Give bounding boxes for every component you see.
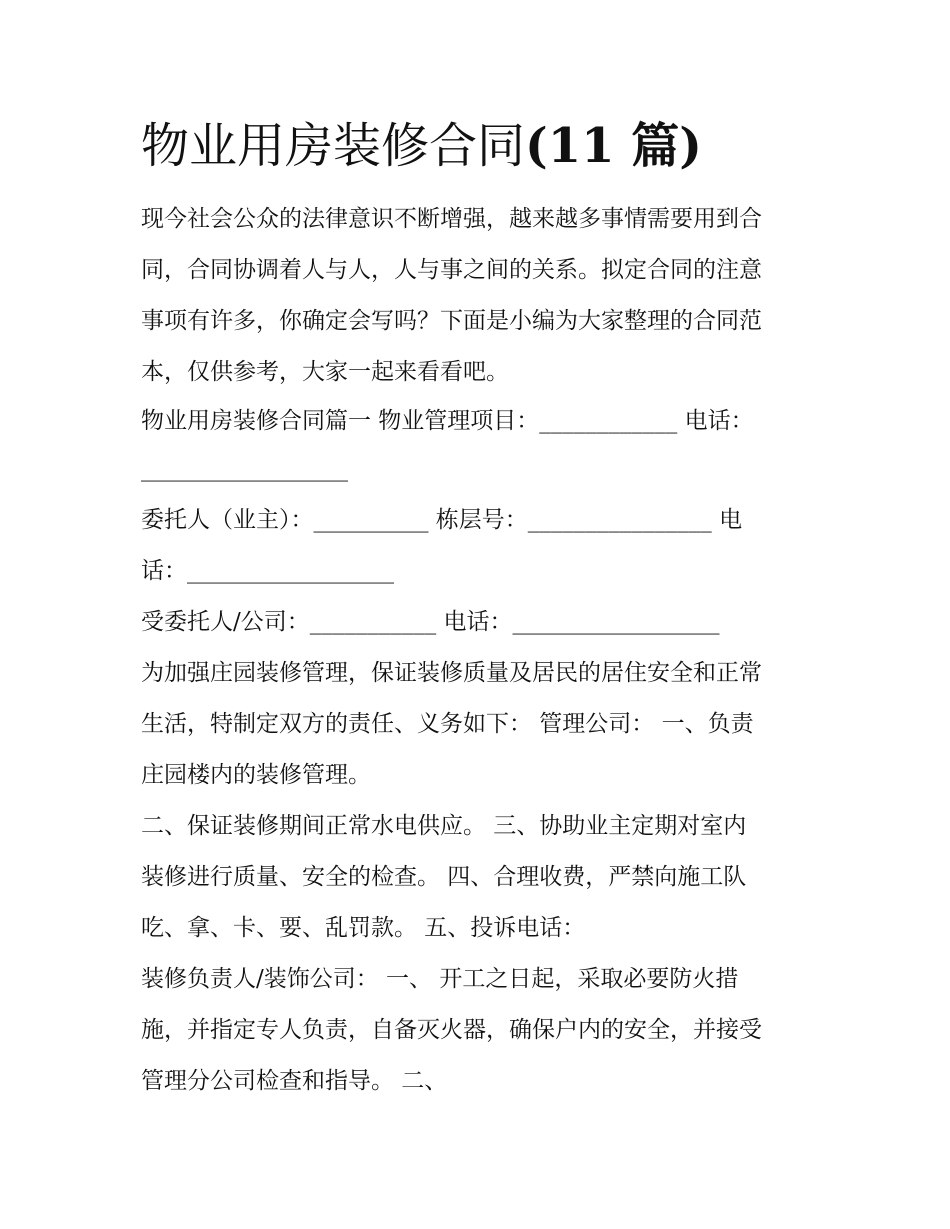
body-line: 管理分公司检查和指导。 二、 bbox=[141, 1068, 448, 1094]
body-line: 为加强庄园装修管理，保证装修质量及居民的居住安全和正常 bbox=[141, 660, 762, 686]
body-line: 庄园楼内的装修管理。 bbox=[141, 762, 371, 788]
body-line: 二、保证装修期间正常水电供应。 三、协助业主定期对室内 bbox=[141, 813, 747, 839]
title-main: 物业用房装修合同 bbox=[141, 118, 526, 174]
body-line: 事项有许多，你确定会写吗？下面是小编为大家整理的合同范 bbox=[141, 308, 762, 334]
body-line: 施，并指定专人负责，自备灭火器，确保户内的安全，并接受 bbox=[141, 1017, 762, 1043]
title-suffix: (11 篇) bbox=[525, 118, 702, 174]
body-line: 生活，特制定双方的责任、义务如下： 管理公司： 一、负责 bbox=[141, 711, 754, 737]
body-line: 物业用房装修合同篇一 物业管理项目：____________ 电话： bbox=[141, 408, 754, 434]
body-line: 话：__________________ bbox=[141, 558, 394, 584]
body-line: 吃、拿、卡、要、乱罚款。 五、投诉电话： bbox=[141, 915, 586, 941]
body-line: 本，仅供参考，大家一起来看看吧。 bbox=[141, 359, 509, 385]
body-line: 装修负责人/装饰公司： 一、 开工之日起，采取必要防火措 bbox=[141, 966, 739, 992]
body-line: 装修进行质量、安全的检查。 四、合理收费，严禁向施工队 bbox=[141, 864, 747, 890]
body-line: 受委托人/公司：___________ 电话：__________________ bbox=[141, 609, 720, 635]
body-line: __________________ bbox=[141, 456, 348, 482]
body-line: 同，合同协调着人与人，人与事之间的关系。拟定合同的注意 bbox=[141, 257, 762, 283]
document-title bbox=[141, 112, 831, 180]
body-line: 委托人（业主）：__________ 栋层号：________________ 电 bbox=[141, 507, 743, 533]
document-page bbox=[141, 112, 831, 1107]
body-line: 现今社会公众的法律意识不断增强，越来越多事情需要用到合 bbox=[141, 206, 762, 232]
